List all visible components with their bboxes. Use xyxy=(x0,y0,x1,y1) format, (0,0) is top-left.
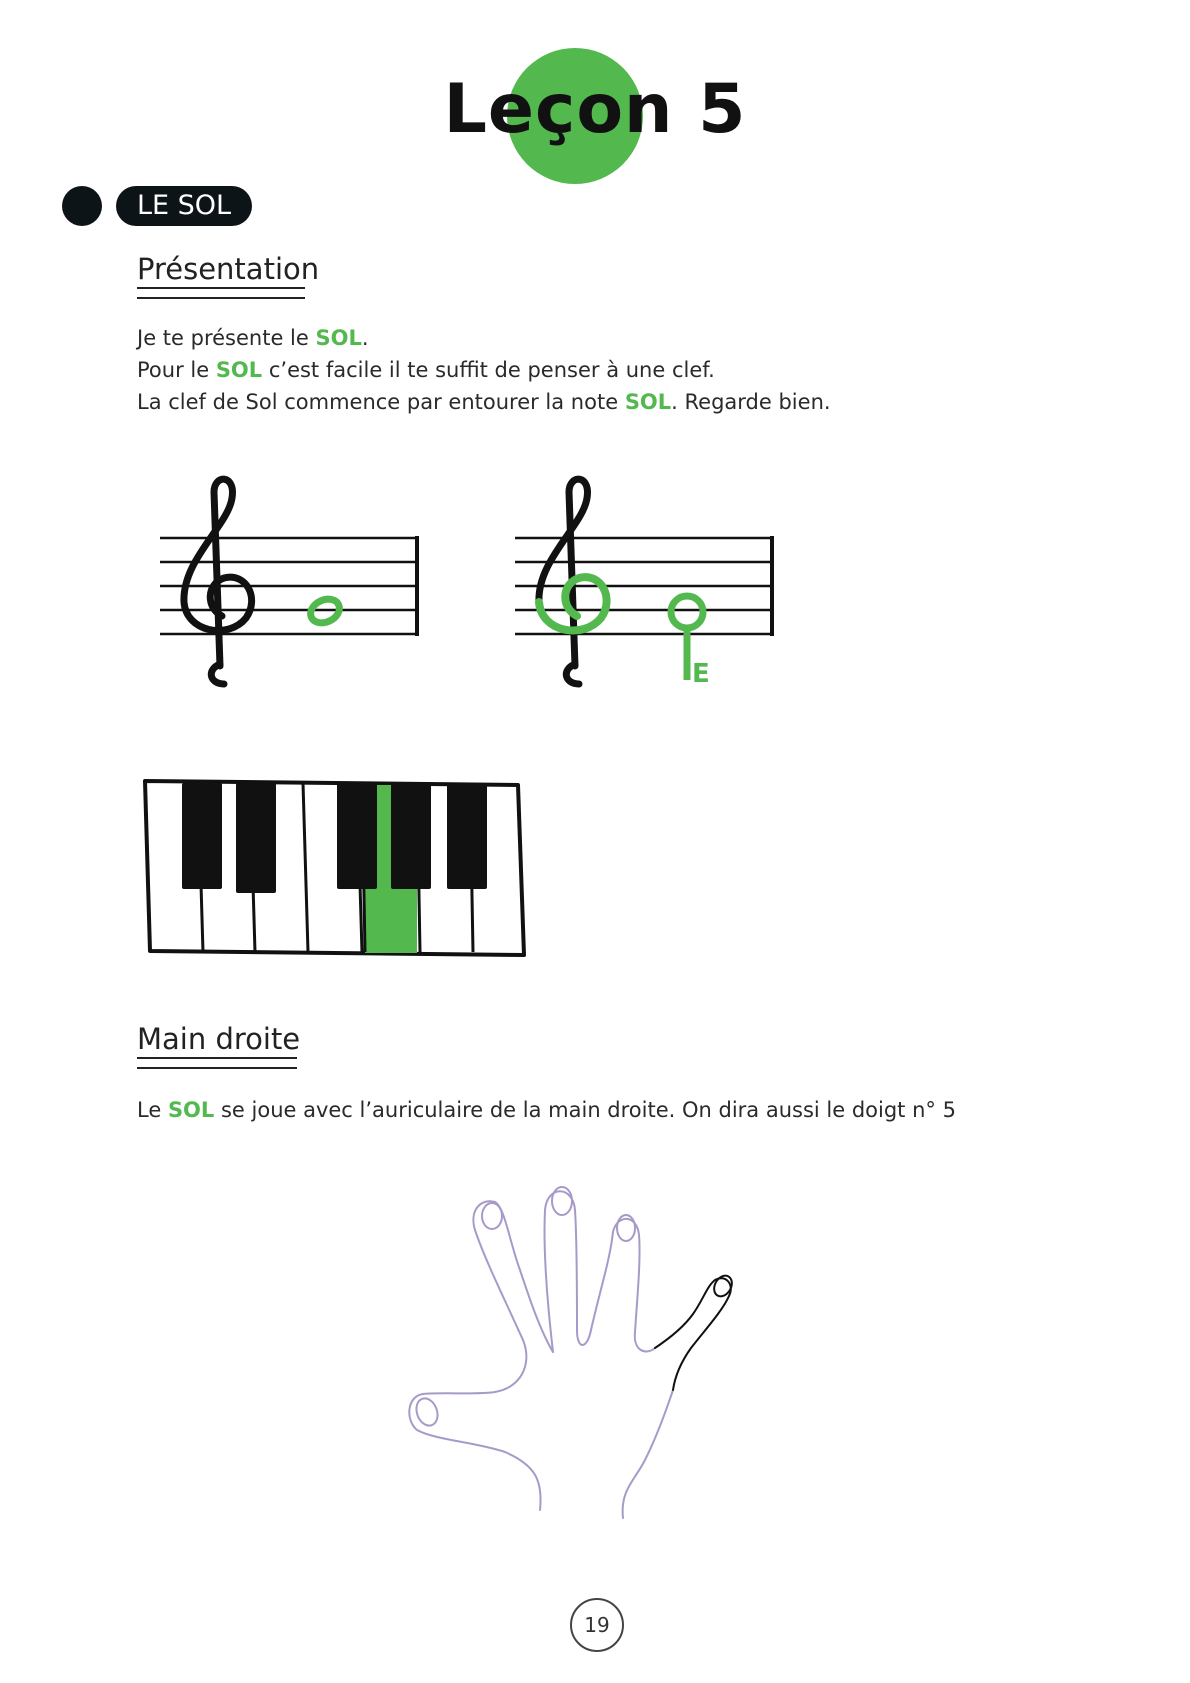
intro-line: Je te présente le SOL. xyxy=(137,326,369,350)
pinky-finger-highlight xyxy=(655,1272,735,1390)
heading-underline xyxy=(137,287,305,299)
section-label-pill: LE SOL xyxy=(116,186,252,226)
black-key xyxy=(337,783,377,889)
sol-highlight: SOL xyxy=(624,390,672,414)
lesson-title: Leçon 5 xyxy=(443,70,747,149)
black-key xyxy=(236,783,276,893)
section-bullet-dot xyxy=(62,186,102,226)
black-key xyxy=(391,783,431,889)
intro-paragraph xyxy=(137,322,831,418)
staff-with-clef-key xyxy=(505,470,805,690)
heading-main-droite: Main droite xyxy=(137,1022,301,1056)
staff-with-sol-note xyxy=(150,470,430,690)
sol-highlight: SOL xyxy=(215,358,263,382)
heading-underline xyxy=(137,1057,297,1069)
sol-highlight: SOL xyxy=(315,326,362,350)
hand-outline xyxy=(409,1187,673,1518)
hand-paragraph: Le SOL se joue avec l’auriculaire de la main droite. On dira aussi le doigt n° 5 xyxy=(137,1098,956,1122)
treble-clef-icon xyxy=(184,479,252,684)
intro-line: Pour le SOL c’est facile il te suffit de penser à une clef. xyxy=(137,358,715,382)
page-number: 19 xyxy=(570,1598,624,1652)
sol-highlight: SOL xyxy=(167,1098,215,1122)
right-hand-illustration xyxy=(405,1180,745,1520)
heading-presentation: Présentation xyxy=(137,252,320,286)
key-letter: E xyxy=(692,659,710,689)
black-key xyxy=(182,783,222,889)
intro-line: La clef de Sol commence par entourer la note SOL. Regarde bien. xyxy=(137,390,831,414)
piano-keyboard xyxy=(140,775,530,965)
black-key xyxy=(447,783,487,889)
